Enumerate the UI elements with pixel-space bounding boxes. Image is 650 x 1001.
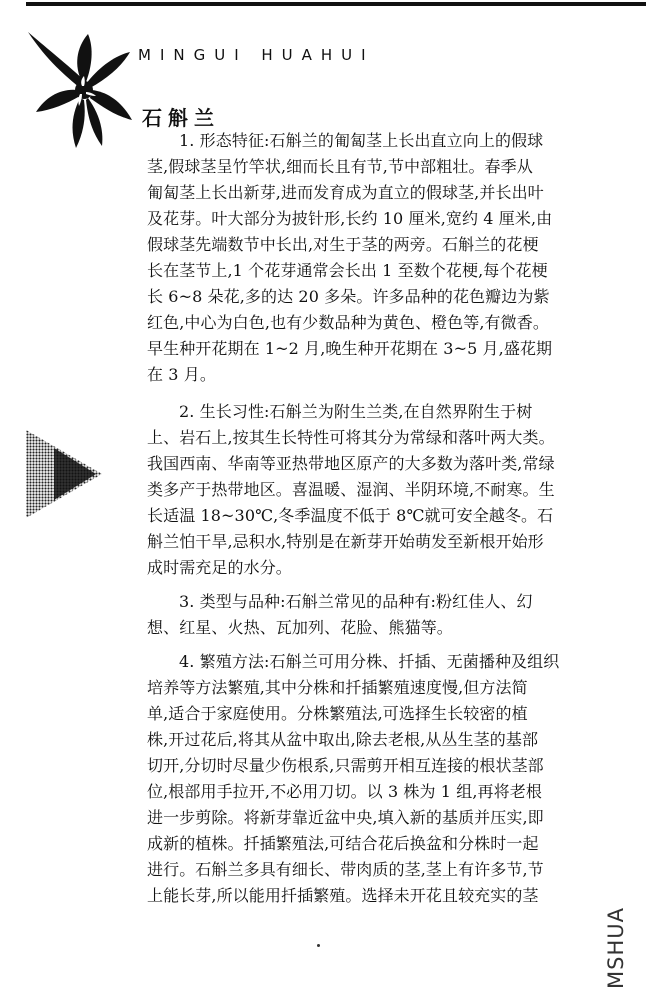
text-line: 培养等方法繁殖,其中分株和扦插繁殖速度慢,但方法简	[147, 678, 528, 697]
text-line: 茎,假球茎呈竹竿状,细而长且有节,节中部粗壮。春季从	[147, 157, 533, 176]
text-line: 4. 繁殖方法:石斛兰可用分株、扦插、无菌播种及组织	[179, 652, 560, 671]
text-line: 3. 类型与品种:石斛兰常见的品种有:粉红佳人、幻	[179, 592, 533, 611]
text-line: 1. 形态特征:石斛兰的匍匐茎上长出直立向上的假球	[179, 131, 544, 150]
text-line: 想、红星、火热、瓦加列、花脸、熊猫等。	[147, 618, 453, 637]
article-title: 石斛兰	[142, 106, 220, 130]
text-line: 上、岩石上,按其生长特性可将其分为常绿和落叶两大类。	[147, 428, 555, 447]
text-line: 类多产于热带地区。喜温暖、湿润、半阴环境,不耐寒。生	[147, 480, 555, 499]
text-line: 我国西南、华南等亚热带地区原产的大多数为落叶类,常绿	[147, 454, 555, 473]
text-line: 株,开过花后,将其从盆中取出,除去老根,从丛生茎的基部	[147, 730, 539, 749]
page-mark	[317, 944, 320, 947]
text-line: 单,适合于家庭使用。分株繁殖法,可选择生长较密的植	[147, 704, 528, 723]
watermark-text: MSHUA	[604, 907, 628, 989]
text-line: 2. 生长习性:石斛兰为附生兰类,在自然界附生于树	[179, 402, 533, 421]
text-line: 成新的植株。扦插繁殖法,可结合花后换盆和分株时一起	[147, 834, 539, 853]
text-line: 成时需充足的水分。	[147, 558, 292, 577]
orchid-flower-icon	[22, 26, 140, 152]
text-line: 切开,分切时尽量少伤根系,只需剪开相互连接的根状茎部	[147, 756, 544, 775]
running-header: MINGUI HUAHUI	[138, 46, 375, 64]
decorative-triangle-icon	[26, 430, 102, 518]
text-line: 长在茎节上,1 个花芽通常会长出 1 至数个花梗,每个花梗	[147, 261, 548, 280]
text-line: 在 3 月。	[147, 365, 216, 384]
text-line: 长适温 18~30℃,冬季温度不低于 8℃就可安全越冬。石	[147, 506, 554, 525]
text-line: 进行。石斛兰多具有细长、带肉质的茎,茎上有许多节,节	[147, 860, 544, 879]
text-line: 及花芽。叶大部分为披针形,长约 10 厘米,宽约 4 厘米,由	[147, 209, 553, 228]
text-line: 斛兰怕干旱,忌积水,特别是在新芽开始萌发至新根开始形	[147, 532, 544, 551]
text-line: 进一步剪除。将新芽靠近盆中央,填入新的基质并压实,即	[147, 808, 544, 827]
text-line: 红色,中心为白色,也有少数品种为黄色、橙色等,有微香。	[147, 313, 549, 332]
text-line: 上能长芽,所以能用扦插繁殖。选择未开花且较充实的茎	[147, 886, 539, 905]
text-line: 假球茎先端数节中长出,对生于茎的两旁。石斛兰的花梗	[147, 235, 539, 254]
text-line: 长 6~8 朵花,多的达 20 多朵。许多品种的花色瓣边为紫	[147, 287, 550, 306]
text-line: 早生种开花期在 1~2 月,晚生种开花期在 3~5 月,盛花期	[147, 339, 553, 358]
top-rule	[26, 2, 646, 6]
watermark	[586, 900, 646, 996]
text-line: 匍匐茎上长出新芽,进而发育成为直立的假球茎,并长出叶	[147, 183, 544, 202]
text-line: 位,根部用手拉开,不必用刀切。以 3 株为 1 组,再将老根	[147, 782, 542, 801]
